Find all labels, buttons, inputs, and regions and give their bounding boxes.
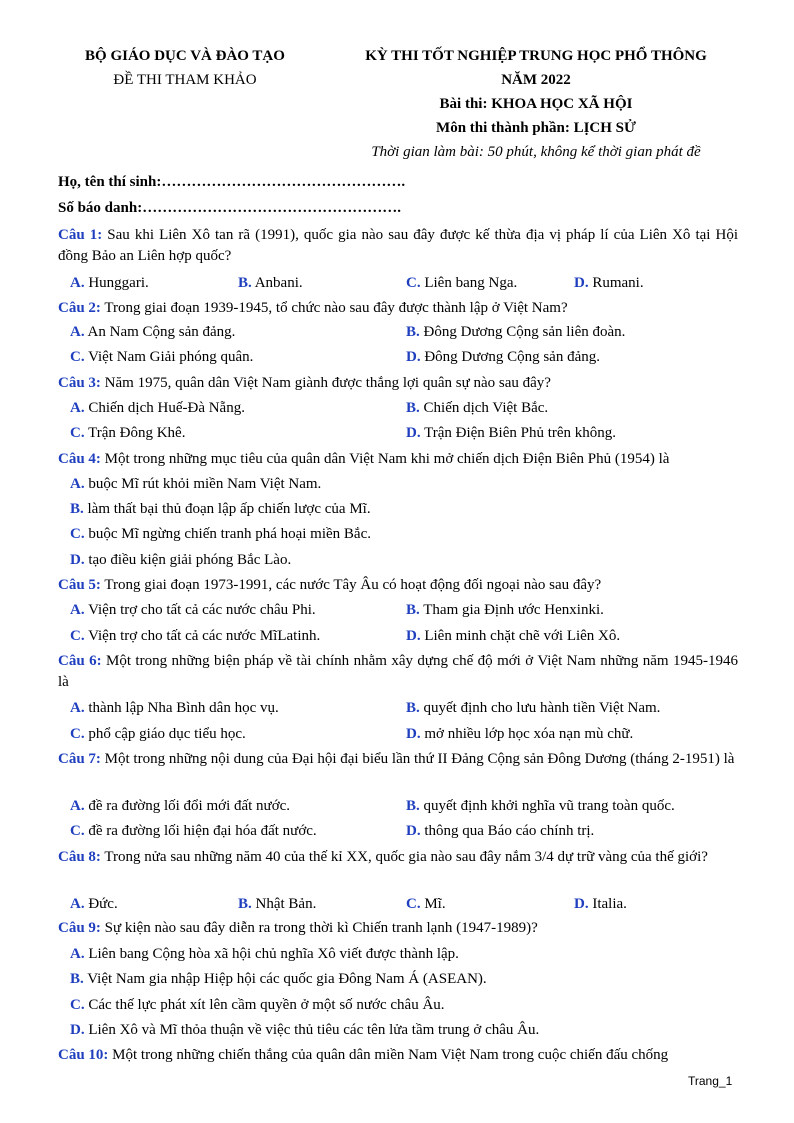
exam-component: Môn thi thành phần: LỊCH SỬ <box>436 120 636 136</box>
question <box>58 749 738 770</box>
question-text: Sau khi Liên Xô tan rã (1991), quốc gia nào sau đây được kế thừa địa vị pháp lí của Liên Xô tại Hội đồng Bảo an Liên hợp quốc? <box>58 227 739 264</box>
answer-option <box>406 796 675 816</box>
answer-option <box>70 821 317 841</box>
option-text: Đức. <box>88 896 118 912</box>
exam-duration: Thời gian làm bài: 50 phút, không kể thời gian phát đề <box>371 144 701 160</box>
question-number: Câu 8: <box>58 849 101 865</box>
question-text: Năm 1975, quân dân Việt Nam giành được thắng lợi quân sự nào sau đây? <box>104 375 551 391</box>
answer-option <box>406 347 600 367</box>
question <box>58 298 738 319</box>
answer-option <box>70 273 149 293</box>
question-text: Một trong những nội dung của Đại hội đại biểu lần thứ II Đảng Cộng sản Đông Dương (tháng 2-1951) là <box>104 751 735 767</box>
option-letter: A. <box>70 798 85 814</box>
question-text: Sự kiện nào sau đây diễn ra trong thời kì Chiến tranh lạnh (1947-1989)? <box>104 920 538 936</box>
option-text: Nhật Bản. <box>255 896 317 912</box>
option-text: Việt Nam Giải phóng quân. <box>88 349 254 365</box>
answer-option <box>406 423 616 443</box>
option-letter: A. <box>70 400 85 416</box>
option-letter: D. <box>406 726 421 742</box>
answer-option <box>70 524 371 544</box>
question-text: Một trong những mục tiêu của quân dân Việt Nam khi mở chiến dịch Điện Biên Phủ (1954) là <box>104 451 670 467</box>
option-letter: C. <box>70 349 85 365</box>
option-letter: D. <box>406 349 421 365</box>
question-text: Một trong những biện pháp về tài chính nhằm xây dựng chế độ mới ở Việt Nam những năm 1945-1946 là <box>58 653 739 690</box>
option-text: buộc Mĩ rút khỏi miền Nam Việt Nam. <box>88 476 322 492</box>
page-number: Trang_1 <box>688 1074 733 1088</box>
option-letter: B. <box>406 400 420 416</box>
option-text: Mĩ. <box>424 896 446 912</box>
question <box>58 847 738 868</box>
option-text: Liên bang Nga. <box>424 275 518 291</box>
answer-option <box>70 894 118 914</box>
question <box>58 1045 738 1066</box>
answer-option <box>406 724 633 744</box>
option-text: thông qua Báo cáo chính trị. <box>424 823 595 839</box>
answer-option <box>70 969 487 989</box>
question <box>58 225 738 267</box>
option-letter: A. <box>70 700 85 716</box>
option-letter: D. <box>406 425 421 441</box>
answer-option <box>70 626 320 646</box>
answer-option <box>238 273 303 293</box>
question-number: Câu 9: <box>58 920 101 936</box>
question <box>58 918 738 939</box>
question <box>58 373 738 394</box>
option-letter: B. <box>70 971 84 987</box>
answer-option <box>574 894 627 914</box>
option-letter: C. <box>70 425 85 441</box>
option-letter: D. <box>574 896 589 912</box>
option-letter: D. <box>406 823 421 839</box>
answer-option <box>406 626 620 646</box>
option-text: Chiến dịch Việt Bắc. <box>423 400 549 416</box>
option-text: Viện trợ cho tất cả các nước MĩLatinh. <box>88 628 321 644</box>
question <box>58 449 738 470</box>
option-letter: B. <box>238 275 252 291</box>
option-letter: B. <box>406 798 420 814</box>
answer-option <box>406 698 660 718</box>
answer-option <box>574 273 644 293</box>
candidate-name-line: Họ, tên thí sinh:…………………………………………. <box>58 174 406 190</box>
option-letter: B. <box>406 324 420 340</box>
option-text: Rumani. <box>592 275 644 291</box>
option-letter: C. <box>406 275 421 291</box>
answer-option <box>406 398 548 418</box>
answer-option <box>70 796 290 816</box>
question <box>58 575 738 596</box>
question-number: Câu 1: <box>58 227 103 243</box>
option-letter: C. <box>70 726 85 742</box>
option-letter: A. <box>70 896 85 912</box>
option-text: làm thất bại thủ đoạn lập ấp chiến lược của Mĩ. <box>87 501 371 517</box>
option-text: Đông Dương Cộng sản đảng. <box>424 349 600 365</box>
ministry-name: BỘ GIÁO DỤC VÀ ĐÀO TẠO <box>85 48 285 64</box>
question-number: Câu 10: <box>58 1047 109 1063</box>
option-letter: A. <box>70 602 85 618</box>
exam-header <box>336 44 736 164</box>
option-letter: A. <box>70 275 85 291</box>
option-text: đề ra đường lối hiện đại hóa đất nước. <box>88 823 317 839</box>
answer-option <box>70 347 253 367</box>
option-text: Chiến dịch Huế-Đà Nẵng. <box>88 400 245 416</box>
question-number: Câu 5: <box>58 577 101 593</box>
option-text: Liên minh chặt chẽ với Liên Xô. <box>424 628 621 644</box>
option-text: tạo điều kiện giải phóng Bắc Lào. <box>88 552 292 568</box>
option-text: An Nam Cộng sản đảng. <box>87 324 236 340</box>
option-text: Liên bang Cộng hòa xã hội chủ nghĩa Xô viết được thành lập. <box>88 946 459 962</box>
option-letter: D. <box>70 552 85 568</box>
option-text: Việt Nam gia nhập Hiệp hội các quốc gia Đông Nam Á (ASEAN). <box>87 971 487 987</box>
answer-option <box>406 600 604 620</box>
option-text: Tham gia Định ước Henxinki. <box>423 602 604 618</box>
option-text: Trận Đông Khê. <box>88 425 186 441</box>
answer-option <box>70 600 316 620</box>
answer-option <box>406 821 594 841</box>
question <box>58 651 738 693</box>
option-text: Viện trợ cho tất cả các nước châu Phi. <box>88 602 316 618</box>
question-text: Trong nửa sau những năm 40 của thế kỉ XX, quốc gia nào sau đây nắm 3/4 dự trữ vàng của thế giới? <box>104 849 708 865</box>
answer-option <box>70 322 235 342</box>
question-number: Câu 4: <box>58 451 101 467</box>
answer-option <box>406 322 625 342</box>
option-letter: A. <box>70 324 85 340</box>
exam-type: ĐỀ THI THAM KHẢO <box>113 72 257 88</box>
option-letter: B. <box>70 501 84 517</box>
question-number: Câu 6: <box>58 653 102 669</box>
option-text: Đông Dương Cộng sản liên đoàn. <box>423 324 626 340</box>
question-text: Trong giai đoạn 1939-1945, tổ chức nào sau đây được thành lập ở Việt Nam? <box>104 300 568 316</box>
answer-option <box>70 1020 539 1040</box>
option-text: mở nhiều lớp học xóa nạn mù chữ. <box>424 726 634 742</box>
exam-title: KỲ THI TỐT NGHIỆP TRUNG HỌC PHỔ THÔNG <box>365 48 707 64</box>
exam-subject: Bài thi: KHOA HỌC XÃ HỘI <box>439 96 633 112</box>
option-text: phổ cập giáo dục tiểu học. <box>88 726 246 742</box>
exam-year: NĂM 2022 <box>501 72 571 88</box>
answer-option <box>70 724 246 744</box>
option-letter: C. <box>70 628 85 644</box>
option-letter: C. <box>70 526 85 542</box>
question-number: Câu 7: <box>58 751 101 767</box>
question-text: Trong giai đoạn 1973-1991, các nước Tây Âu có hoạt động đối ngoại nào sau đây? <box>104 577 602 593</box>
option-text: Hunggari. <box>88 275 149 291</box>
option-text: Các thế lực phát xít lên cầm quyền ở một số nước châu Âu. <box>88 997 445 1013</box>
answer-option <box>70 944 459 964</box>
option-letter: C. <box>406 896 421 912</box>
answer-option <box>70 474 321 494</box>
option-text: quyết định khởi nghĩa vũ trang toàn quốc. <box>423 798 675 814</box>
option-text: Italia. <box>592 896 627 912</box>
answer-option <box>70 499 371 519</box>
answer-option <box>238 894 316 914</box>
option-letter: C. <box>70 823 85 839</box>
question-number: Câu 3: <box>58 375 101 391</box>
answer-option <box>70 995 445 1015</box>
answer-option <box>70 550 291 570</box>
option-text: quyết định cho lưu hành tiền Việt Nam. <box>423 700 661 716</box>
option-text: đề ra đường lối đổi mới đất nước. <box>88 798 291 814</box>
option-letter: A. <box>70 946 85 962</box>
option-text: Anbani. <box>254 275 303 291</box>
option-letter: B. <box>406 602 420 618</box>
question-text: Một trong những chiến thắng của quân dân miền Nam Việt Nam trong cuộc chiến đấu chống <box>112 1047 669 1063</box>
option-letter: A. <box>70 476 85 492</box>
option-letter: D. <box>70 1022 85 1038</box>
ministry-header <box>60 44 310 92</box>
answer-option <box>70 398 245 418</box>
option-letter: B. <box>406 700 420 716</box>
answer-option <box>406 273 517 293</box>
option-text: buộc Mĩ ngừng chiến tranh phá hoại miền Bắc. <box>88 526 371 542</box>
option-letter: D. <box>574 275 589 291</box>
answer-option <box>70 698 279 718</box>
question-number: Câu 2: <box>58 300 101 316</box>
option-letter: D. <box>406 628 421 644</box>
option-letter: C. <box>70 997 85 1013</box>
option-text: Trận Điện Biên Phủ trên không. <box>424 425 617 441</box>
option-letter: B. <box>238 896 252 912</box>
option-text: Liên Xô và Mĩ thỏa thuận về việc thủ tiêu các tên lửa tầm trung ở châu Âu. <box>88 1022 540 1038</box>
answer-option <box>406 894 446 914</box>
option-text: thành lập Nha Bình dân học vụ. <box>88 700 279 716</box>
answer-option <box>70 423 185 443</box>
candidate-id-line: Số báo danh:……………………………………………. <box>58 200 401 216</box>
